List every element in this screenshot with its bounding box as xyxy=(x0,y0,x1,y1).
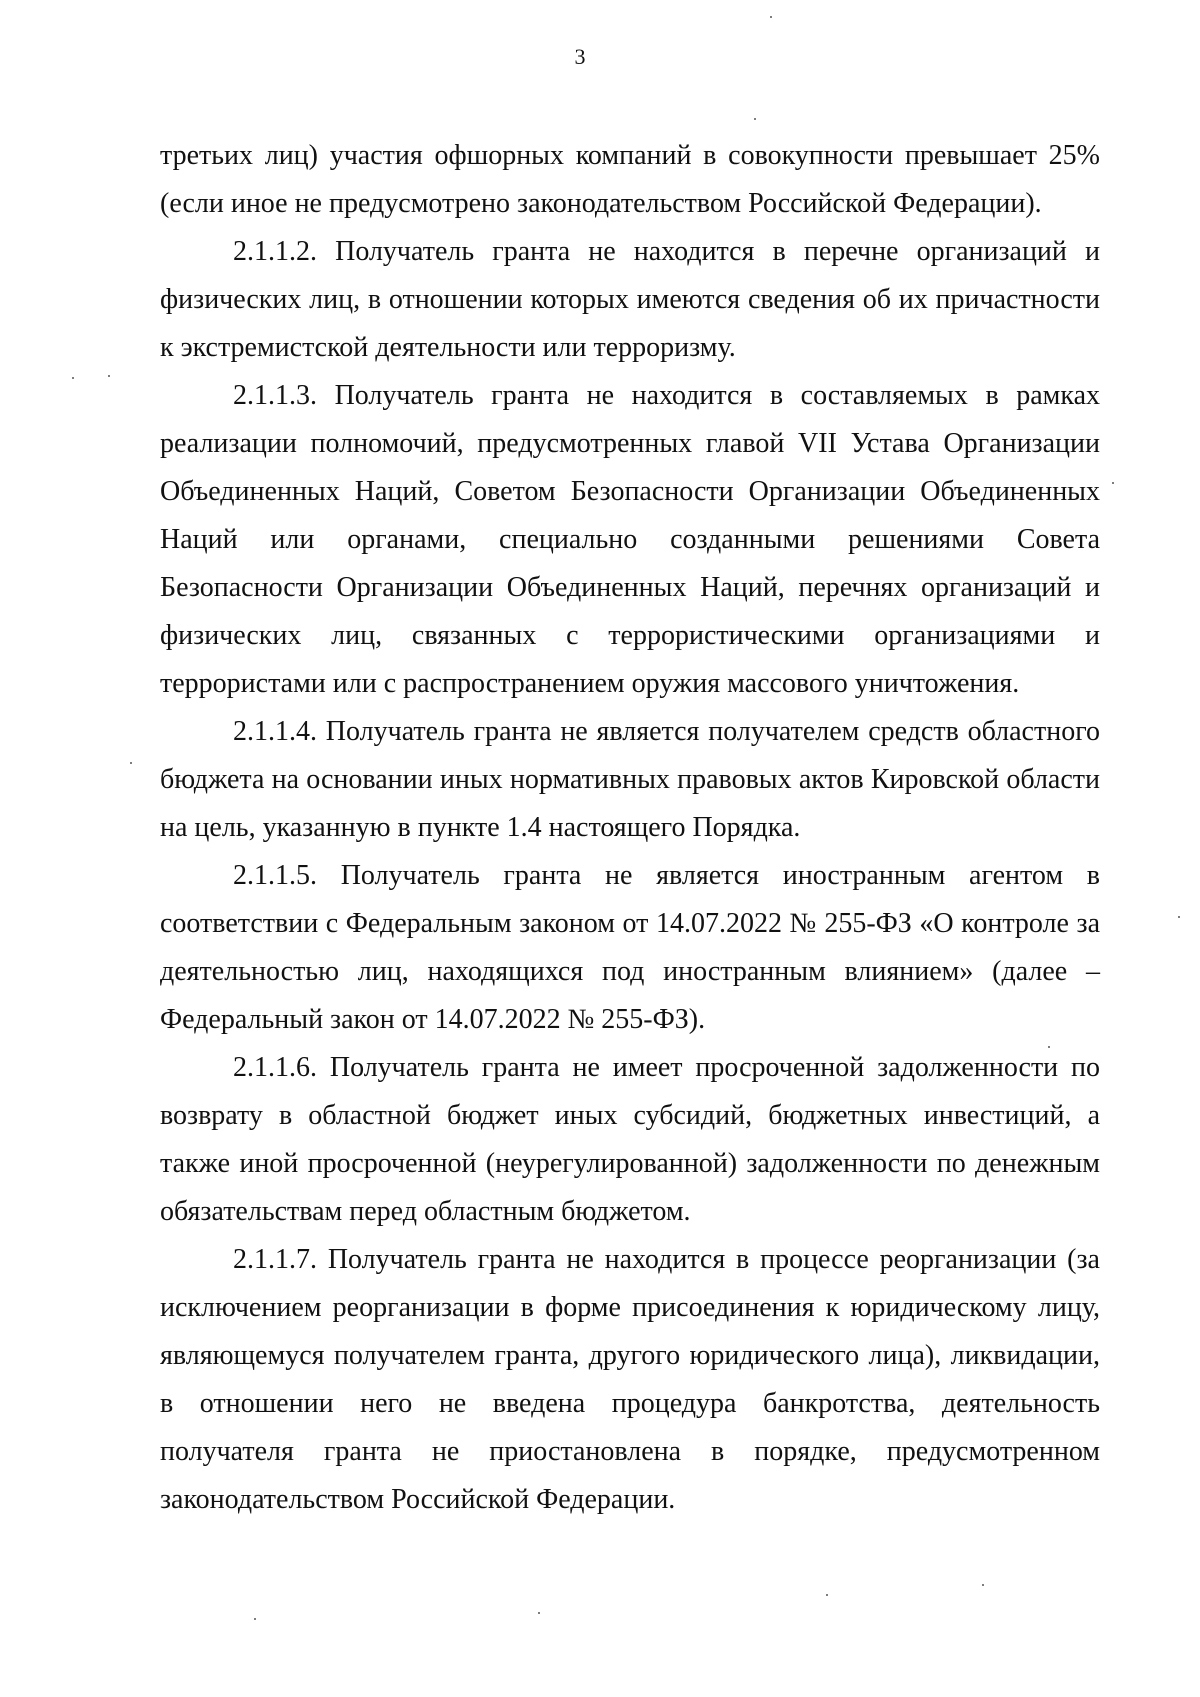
scan-speck xyxy=(982,1584,984,1586)
scan-speck xyxy=(254,1618,256,1620)
paragraph-2-1-1-7: 2.1.1.7. Получатель гранта не находится в процессе реорганизации (за исключением реорганизации в форме присоединения к юридическому лицу, являющемуся получателем гранта, другого юридического лица), ликвидации, в отношении него не введена процедура банкротства, деятельность получателя гранта не приостановлена в порядке, предусмотренном законодательством Российской Федерации. xyxy=(160,1244,1100,1515)
scan-speck xyxy=(1048,1046,1050,1048)
scan-speck xyxy=(770,16,772,18)
scan-speck xyxy=(72,377,74,379)
paragraph-continuation: третьих лиц) участия офшорных компаний в совокупности превышает 25% (если иное не предусмотрено законодательством Российской Федерации). xyxy=(160,140,1100,219)
document-body xyxy=(160,132,1100,1524)
page-number: 3 xyxy=(574,44,586,69)
scan-speck xyxy=(108,375,110,377)
scan-speck xyxy=(1178,916,1180,918)
paragraph-2-1-1-6: 2.1.1.6. Получатель гранта не имеет просроченной задолженности по возврату в областной бюджет иных субсидий, бюджетных инвестиций, а также иной просроченной (неурегулированной) задолженности по денежным обязательствам перед областным бюджетом. xyxy=(160,1052,1100,1227)
scan-speck xyxy=(538,1612,540,1614)
scan-speck xyxy=(130,762,132,764)
scan-speck xyxy=(1112,482,1114,484)
scan-speck xyxy=(826,1594,828,1596)
paragraph-2-1-1-3: 2.1.1.3. Получатель гранта не находится в составляемых в рамках реализации полномочий, предусмотренных главой VII Устава Организации Объединенных Наций, Советом Безопасности Организации Объединенных Наций или органами, специально созданными решениями Совета Безопасности Организации Объединенных Наций, перечнях организаций и физических лиц, связанных с террористическими организациями и террористами или с распространением оружия массового уничтожения. xyxy=(160,380,1100,699)
paragraph-2-1-1-4: 2.1.1.4. Получатель гранта не является получателем средств областного бюджета на основании иных нормативных правовых актов Кировской области на цель, указанную в пункте 1.4 настоящего Порядка. xyxy=(160,716,1100,843)
paragraph-2-1-1-5: 2.1.1.5. Получатель гранта не является иностранным агентом в соответствии с Федеральным законом от 14.07.2022 № 255-ФЗ «О контроле за деятельностью лиц, находящихся под иностранным влиянием» (далее – Федеральный закон от 14.07.2022 № 255-ФЗ). xyxy=(160,860,1100,1035)
paragraph-2-1-1-2: 2.1.1.2. Получатель гранта не находится в перечне организаций и физических лиц, в отношении которых имеются сведения об их причастности к экстремистской деятельности или терроризму. xyxy=(160,236,1100,363)
scan-speck xyxy=(754,118,756,120)
